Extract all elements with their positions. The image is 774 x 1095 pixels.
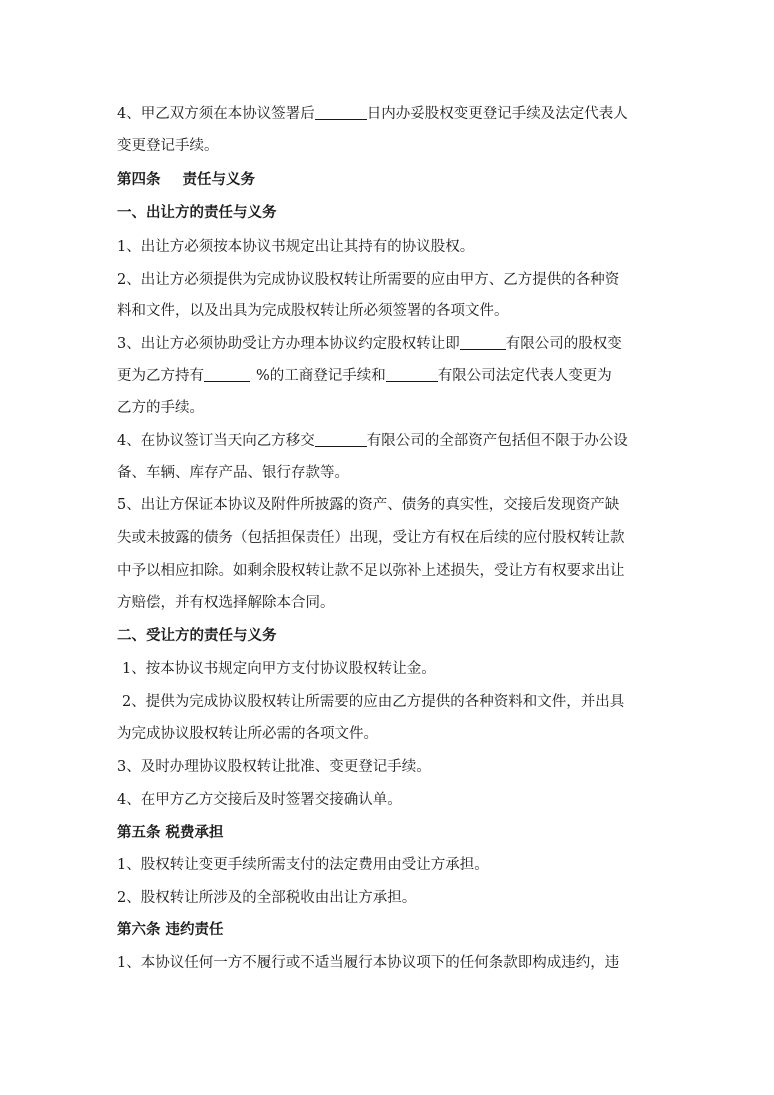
paragraph-line: 更为乙方持有 %的工商登记手续和 有限公司法定代表人变更为 — [117, 368, 612, 384]
paragraph-line: 乙方的手续。 — [117, 400, 204, 416]
paragraph-line: 变更登记手续。 — [117, 138, 219, 154]
paragraph-line: 1、按本协议书规定向甲方支付协议股权转让金。 — [122, 661, 436, 677]
paragraph-line: 备、车辆、库存产品、银行存款等。 — [117, 465, 349, 481]
paragraph-line: 失或未披露的债务（包括担保责任）出现，受让方有权在后续的应付股权转让款 — [117, 530, 625, 546]
paragraph-line: 中予以相应扣除。如剩余股权转让款不足以弥补上述损失，受让方有权要求出让 — [117, 563, 625, 579]
paragraph-line: 2、提供为完成协议股权转让所需要的应由乙方提供的各种资料和文件，并出具 — [122, 694, 625, 710]
fill-in-blank — [460, 335, 506, 350]
fill-in-blank — [386, 367, 438, 382]
paragraph-line: 1、股权转让变更手续所需支付的法定费用由受让方承担。 — [117, 857, 489, 873]
paragraph-line: 5、出让方保证本协议及附件所披露的资产、债务的真实性，交接后发现资产缺 — [117, 497, 620, 513]
section-heading: 二、受让方的责任与义务 — [117, 628, 277, 644]
article-heading: 第六条 违约责任 — [117, 922, 224, 938]
paragraph-line: 方赔偿，并有权选择解除本合同。 — [117, 595, 335, 611]
paragraph-line: 3、出让方必须协助受让方办理本协议约定股权转让即 有限公司的股权变 — [117, 336, 622, 352]
paragraph-line: 1、出让方必须按本协议书规定出让其持有的协议股权。 — [117, 239, 475, 255]
paragraph-line: 4、在甲方乙方交接后及时签署交接确认单。 — [117, 792, 402, 808]
paragraph-line: 1、本协议任何一方不履行或不适当履行本协议项下的任何条款即构成违约，违 — [117, 955, 620, 971]
paragraph-line: 为完成协议股权转让所必需的各项文件。 — [117, 726, 378, 742]
paragraph-line: 2、股权转让所涉及的全部税收由出让方承担。 — [117, 890, 417, 906]
paragraph-line: 2、出让方必须提供为完成协议股权转让所需要的应由甲方、乙方提供的各种资 — [117, 272, 620, 288]
article-heading: 第五条 税费承担 — [117, 825, 224, 841]
paragraph-line: 4、在协议签订当天向乙方移交 有限公司的全部资产包括但不限于办公设 — [117, 433, 628, 449]
fill-in-blank — [315, 105, 367, 120]
fill-in-blank — [204, 367, 250, 382]
paragraph-line: 3、及时办理协议股权转让批准、变更登记手续。 — [117, 759, 431, 775]
article-heading: 第四条 责任与义务 — [117, 172, 255, 188]
fill-in-blank — [315, 432, 367, 447]
paragraph-line: 4、甲乙双方须在本协议签署后 日内办妥股权变更登记手续及法定代表人 — [117, 106, 628, 122]
paragraph-line: 料和文件，以及出具为完成股权转让所必须签署的各项文件。 — [117, 303, 509, 319]
section-heading: 一、出让方的责任与义务 — [117, 205, 277, 221]
